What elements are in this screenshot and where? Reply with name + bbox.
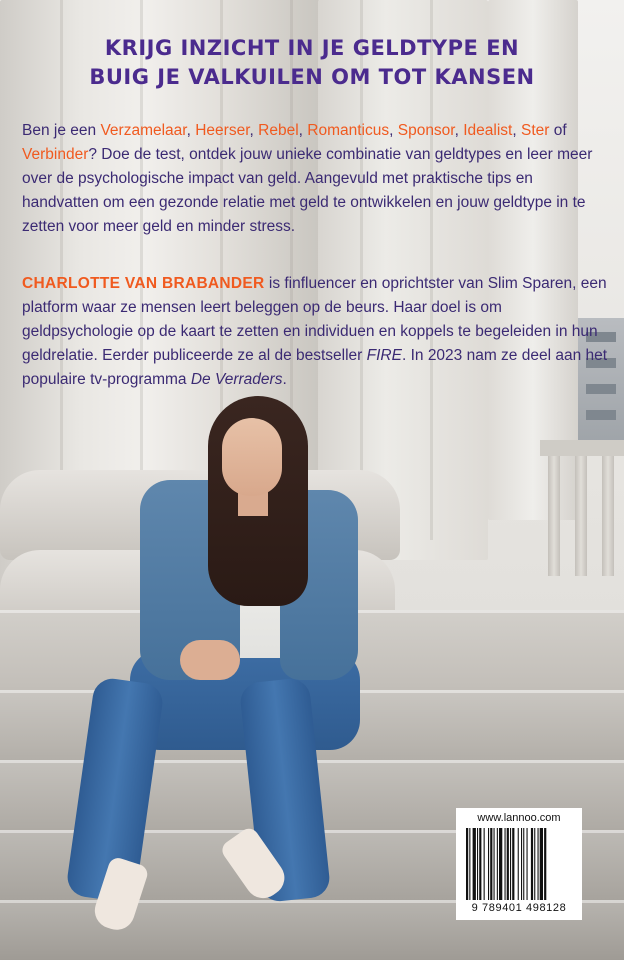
balustrade — [540, 440, 624, 456]
geldtype-idealist: Idealist — [463, 122, 513, 139]
separator: , — [186, 122, 196, 139]
author-name: CHARLOTTE VAN BRABANDER — [22, 275, 265, 292]
bio-text: . — [282, 371, 287, 388]
geldtype-romanticus: Romanticus — [307, 122, 390, 139]
intro-rest: ? Doe de test, ontdek jouw unieke combinatie van geldtypes en leer meer over de psychologische impact van geld. Aangevuld met praktische tips en handvatten om een gezonde relatie met geld te ontwikkelen en jouw geldtype in te zetten voor meer geld en minder stress. — [22, 146, 593, 235]
geldtype-verzamelaar: Verzamelaar — [100, 122, 187, 139]
barcode-icon — [466, 828, 574, 900]
conjunction: of — [549, 122, 567, 139]
intro-prefix: Ben je een — [22, 122, 101, 139]
geldtype-rebel: Rebel — [258, 122, 299, 139]
geldtype-ster: Ster — [521, 122, 550, 139]
geldtype-heerser: Heerser — [195, 122, 250, 139]
author-photo — [70, 390, 370, 950]
bio-text: . In 2023 nam ze deel aan het populaire tv-programma — [22, 347, 608, 388]
separator: , — [454, 122, 464, 139]
barcode-box — [456, 808, 582, 920]
bio-text: is finfluencer en oprichtster van Slim Sparen, een platform waar ze mensen leert beleggen op de beurs. Haar doel is om geldpsychologie op de kaart te zetten en individuen en koppels te begeleiden in hun geldrelatie. Eerder publiceerde ze al de bestseller — [22, 275, 607, 364]
headline-line-2: BUIG JE VALKUILEN OM TOT KANSEN — [89, 65, 535, 89]
separator: , — [249, 122, 259, 139]
author-bio — [22, 272, 612, 392]
isbn-number: 9 789401 498128 — [471, 902, 567, 914]
separator: , — [298, 122, 308, 139]
publisher-url: www.lannoo.com — [477, 812, 561, 824]
geldtype-verbinder: Verbinder — [22, 146, 89, 163]
headline — [0, 34, 624, 92]
headline-line-1: KRIJG INZICHT IN JE GELDTYPE EN — [104, 36, 520, 60]
intro-paragraph — [22, 119, 612, 239]
separator: , — [512, 122, 521, 139]
tv-show-title: De Verraders — [190, 371, 283, 388]
separator: , — [389, 122, 398, 139]
book-title: FIRE — [366, 347, 402, 364]
geldtype-sponsor: Sponsor — [397, 122, 455, 139]
